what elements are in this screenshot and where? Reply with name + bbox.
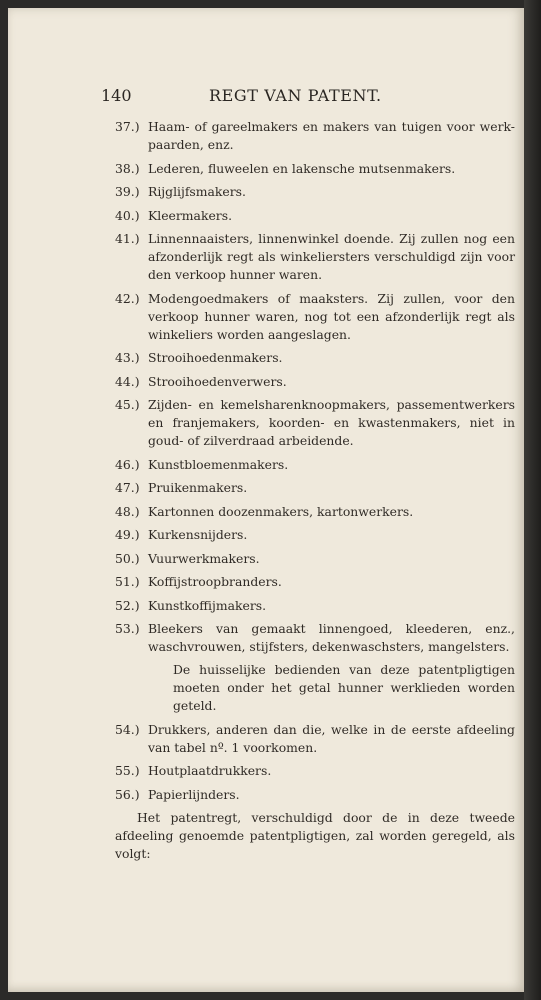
item-text: Lederen, fluweelen en lakensche mutsenmakers. — [148, 160, 456, 176]
list-item — [115, 230, 515, 284]
item-number: 49.) — [115, 527, 140, 542]
item-text: Kurkensnijders. — [148, 527, 248, 542]
list-item — [115, 762, 515, 780]
item-number: 38.) — [115, 160, 140, 176]
item-number: 55.) — [115, 763, 140, 778]
list-item — [115, 118, 515, 154]
item-number: 44.) — [115, 373, 140, 389]
list-item — [115, 373, 515, 391]
item-number: 53.) — [115, 621, 140, 636]
entry-note: De huisselijke bedienden van deze patentpligtigen moeten onder het getal hunner werklieden worden geteld. — [173, 661, 515, 713]
item-number: 50.) — [115, 550, 140, 566]
item-number: 40.) — [115, 207, 140, 223]
closing-paragraph: Het patentregt, verschuldigd door de in deze tweede afdeeling genoemde patentpligtigen, zal worden geregeld, als volgt: — [115, 810, 515, 861]
list-item — [115, 183, 515, 201]
item-number: 51.) — [115, 574, 140, 589]
list-item — [115, 573, 515, 591]
list-item — [115, 207, 515, 225]
item-text: Vuurwerkmakers. — [148, 550, 260, 566]
list-item — [115, 620, 515, 656]
list-item — [115, 503, 515, 521]
page-header — [101, 86, 391, 106]
running-title: REGT VAN PATENT. — [209, 86, 382, 105]
item-number: 48.) — [115, 503, 140, 519]
list-item — [115, 479, 515, 497]
item-number: 54.) — [115, 721, 140, 737]
item-text: Rijglijfsmakers. — [148, 184, 246, 199]
entry-list — [115, 118, 515, 656]
item-text: Papierlijnders. — [148, 786, 240, 802]
item-text: Bleekers van gemaakt linnengoed, kleederen, enz., waschvrouwen, stijfsters, dekenwaschsters, mangelsters. — [148, 621, 515, 654]
item-number: 47.) — [115, 480, 140, 495]
list-item — [115, 786, 515, 804]
item-text: Haam- of gareelmakers en makers van tuigen voor werk-paarden, enz. — [148, 119, 515, 152]
item-text: Modengoedmakers of maaksters. Zij zullen, voor den verkoop hunner waren, nog tot een afzonderlijk regt als winkeliers worden aangeslagen. — [148, 290, 515, 342]
item-text: Kartonnen doozenmakers, kartonwerkers. — [148, 503, 414, 519]
item-text: Zijden- en kemelsharenknoopmakers, passementwerkers en franjemakers, koorden- en kwastenmakers, niet in goud- of zilverdraad arbeidende. — [148, 397, 515, 448]
page-number: 140 — [101, 86, 132, 105]
item-text: Kleermakers. — [148, 207, 233, 223]
item-text: Strooihoedenmakers. — [148, 350, 283, 365]
item-text: Koffijstroopbranders. — [148, 574, 282, 589]
item-number: 37.) — [115, 119, 140, 134]
list-item — [115, 349, 515, 367]
item-number: 39.) — [115, 184, 140, 199]
list-item — [115, 721, 515, 757]
item-number: 45.) — [115, 397, 140, 412]
list-item — [115, 456, 515, 474]
list-item — [115, 396, 515, 450]
list-item — [115, 597, 515, 615]
item-number: 52.) — [115, 597, 140, 613]
item-number: 41.) — [115, 231, 140, 246]
item-text: Drukkers, anderen dan die, welke in de eerste afdeeling van tabel nº. 1 voorkomen. — [148, 721, 515, 755]
page-body — [115, 118, 515, 863]
list-item — [115, 526, 515, 544]
item-text: Strooihoedenverwers. — [148, 373, 287, 389]
item-number: 42.) — [115, 290, 140, 306]
item-text: Kunstkoffijmakers. — [148, 597, 267, 613]
book-spine-edge — [524, 0, 541, 1000]
item-number: 43.) — [115, 350, 140, 365]
entry-list-continued — [115, 721, 515, 804]
item-text: Pruikenmakers. — [148, 480, 248, 495]
item-text: Kunstbloemenmakers. — [148, 456, 289, 472]
list-item — [115, 160, 515, 178]
item-text: Houtplaatdrukkers. — [148, 763, 272, 778]
item-number: 56.) — [115, 786, 140, 802]
item-number: 46.) — [115, 456, 140, 472]
list-item — [115, 290, 515, 344]
item-text: Linnennaaisters, linnenwinkel doende. Zij zullen nog een afzonderlijk regt als winkeliersters verschuldigd zijn voor den verkoop hunner waren. — [148, 231, 515, 282]
list-item — [115, 550, 515, 568]
